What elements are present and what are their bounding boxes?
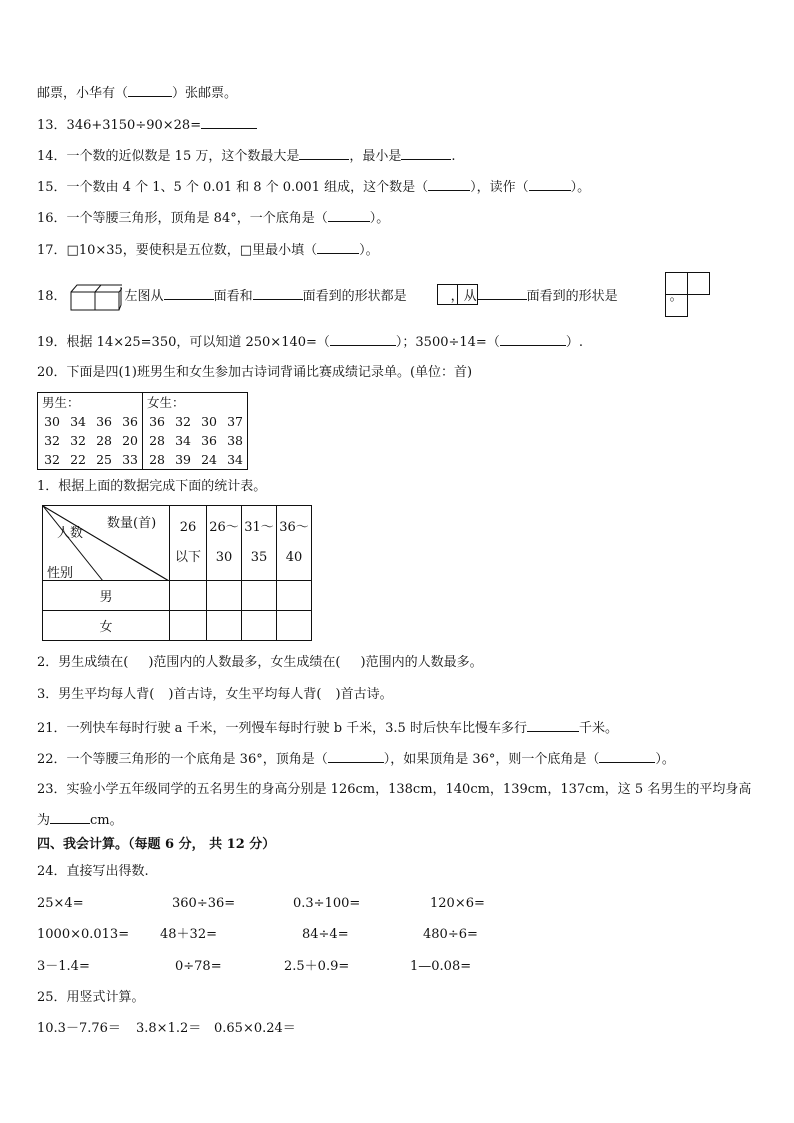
answer-blank[interactable] (253, 286, 303, 300)
answer-blank[interactable] (128, 83, 172, 97)
question-18: 18． 左图从 面看和 面看到的形状都是 ，从 面看到的形状是 。 (37, 286, 683, 306)
table-cell[interactable] (277, 581, 312, 611)
question-22: 22．一个等腰三角形的一个底角是 36°，顶角是（ ），如果顶角是 36°，则一个底角是（ ）。 (37, 749, 675, 769)
vertical-calc-item: 3.8×1.2＝ (136, 1021, 202, 1036)
answer-blank[interactable] (317, 240, 359, 254)
sub-question-2: 2．男生成绩在( )范围内的人数最多，女生成绩在( )范围内的人数最多。 (37, 655, 483, 670)
question-17: 17．□10×35，要使积是五位数，□里最小填（ ）。 (37, 240, 379, 260)
answer-blank[interactable] (201, 115, 257, 129)
question-25: 25．用竖式计算。 (37, 990, 145, 1005)
question-23: 23．实验小学五年级同学的五名男生的身高分别是 126cm，138cm，140cm，139cm，137cm，这 5 名男生的平均身高 (37, 782, 752, 797)
question-14: 14．一个数的近似数是 15 万，这个数最大是 ，最小是 . (37, 146, 456, 166)
calc-item: 3－1.4= (37, 959, 90, 974)
table-cell[interactable] (170, 581, 207, 611)
answer-blank[interactable] (164, 286, 214, 300)
question-21: 21．一列快车每时行驶 a 千米，一列慢车每时行驶 b 千米，3.5 时后快车比慢车多行 千米。 (37, 718, 618, 738)
calc-item: 48＋32= (160, 927, 217, 942)
table-cell[interactable] (242, 581, 277, 611)
table-cell[interactable] (207, 611, 242, 641)
question-15: 15．一个数由 4 个 1、5 个 0.01 和 8 个 0.001 组成，这个数是（ ），读作（ ）。 (37, 177, 590, 197)
question-20: 20．下面是四(1)班男生和女生参加古诗词背诵比赛成绩记录单。(单位：首) (37, 365, 473, 380)
calc-item: 84÷4= (302, 927, 349, 942)
diagonal-header: 数量(首) 人数 性别 (43, 506, 170, 581)
answer-blank[interactable] (401, 146, 451, 160)
two-squares-shape-icon (437, 284, 479, 306)
answer-blank[interactable] (50, 810, 90, 824)
question-12-tail: 邮票，小华有（ ）张邮票。 (37, 83, 237, 103)
answer-blank[interactable] (328, 749, 384, 763)
section-four-heading: 四、我会计算。（每题 6 分， 共 12 分） (37, 837, 276, 852)
calc-item: 360÷36= (172, 896, 236, 911)
column-header: 26 以下 (170, 506, 207, 581)
table-cell[interactable] (170, 611, 207, 641)
column-header: 31～ 35 (242, 506, 277, 581)
vertical-calc-item: 10.3－7.76＝ (37, 1021, 121, 1036)
calc-item: 0÷78= (175, 959, 222, 974)
girls-record: 女生： 36 32 30 37 28 34 36 38 28 39 24 34 (143, 393, 248, 470)
answer-blank[interactable] (328, 208, 370, 222)
answer-blank[interactable] (428, 177, 470, 191)
answer-blank[interactable] (529, 177, 571, 191)
column-header: 36～ 40 (277, 506, 312, 581)
table-row: 男 (43, 581, 312, 611)
answer-blank[interactable] (477, 286, 527, 300)
sub-question-1: 1．根据上面的数据完成下面的统计表。 (37, 479, 267, 494)
calc-item: 1—0.08= (410, 959, 472, 974)
table-cell[interactable] (242, 611, 277, 641)
l-shape-icon (665, 272, 711, 318)
calc-item: 480÷6= (423, 927, 478, 942)
statistics-table (42, 505, 312, 641)
vertical-calc-item: 0.65×0.24＝ (214, 1021, 296, 1036)
cube-figure-icon (70, 283, 122, 311)
answer-blank[interactable] (330, 332, 396, 346)
answer-blank[interactable] (500, 332, 566, 346)
question-24: 24．直接写出得数. (37, 864, 149, 879)
table-cell[interactable] (207, 581, 242, 611)
answer-blank[interactable] (599, 749, 655, 763)
question-16: 16．一个等腰三角形，顶角是 84°，一个底角是（ ）。 (37, 208, 389, 228)
table-cell[interactable] (277, 611, 312, 641)
table-row: 女 (43, 611, 312, 641)
score-record-table (37, 392, 248, 470)
question-13: 13．346+3150÷90×28= (37, 115, 257, 135)
calc-item: 0.3÷100= (293, 896, 361, 911)
boys-record: 男生： 30 34 36 36 32 32 28 20 32 22 25 33 (38, 393, 143, 470)
question-19: 19．根据 14×25=350，可以知道 250×140=（ ）；3500÷14=（ ）. (37, 332, 583, 352)
calc-item: 25×4= (37, 896, 84, 911)
column-header: 26～ 30 (207, 506, 242, 581)
question-23-line2: 为 cm。 (37, 810, 123, 830)
calc-item: 120×6= (430, 896, 485, 911)
sub-question-3: 3．男生平均每人背( )首古诗，女生平均每人背( )首古诗。 (37, 687, 393, 702)
answer-blank[interactable] (299, 146, 349, 160)
calc-item: 2.5＋0.9= (284, 959, 350, 974)
answer-blank[interactable] (527, 718, 579, 732)
calc-item: 1000×0.013= (37, 927, 130, 942)
